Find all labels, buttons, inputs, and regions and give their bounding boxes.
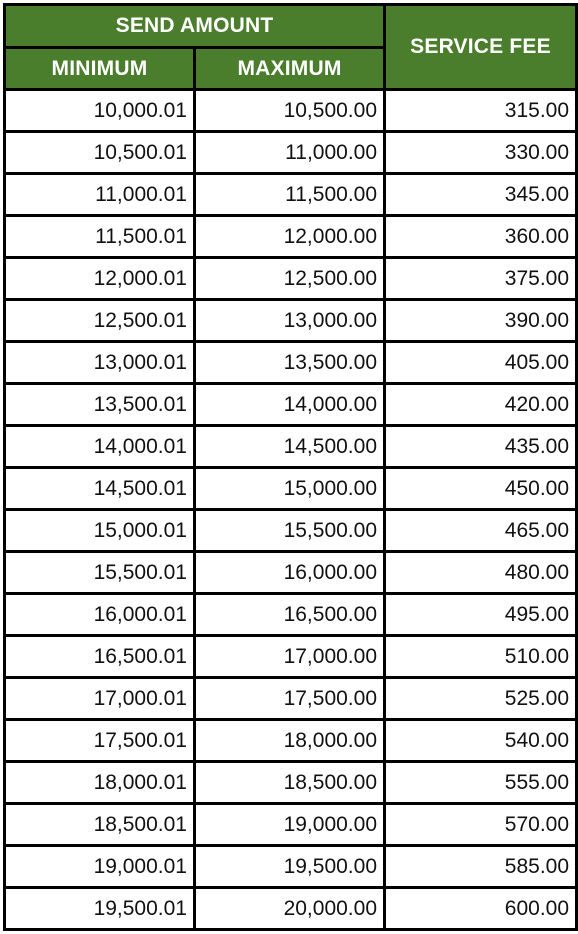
header-row-top xyxy=(5,5,577,48)
table-row xyxy=(5,384,577,426)
table-row xyxy=(5,720,577,762)
maximum-cell: 16,000.00 xyxy=(195,552,385,594)
minimum-cell: 14,000.01 xyxy=(5,426,195,468)
service-fee-cell: 510.00 xyxy=(385,636,577,678)
service-fee-cell: 585.00 xyxy=(385,846,577,888)
service-fee-cell: 555.00 xyxy=(385,762,577,804)
table-row xyxy=(5,174,577,216)
minimum-cell: 11,000.01 xyxy=(5,174,195,216)
maximum-cell: 18,500.00 xyxy=(195,762,385,804)
maximum-header: MAXIMUM xyxy=(195,48,385,90)
table-row xyxy=(5,426,577,468)
minimum-cell: 13,000.01 xyxy=(5,342,195,384)
service-fee-cell: 330.00 xyxy=(385,132,577,174)
table-row xyxy=(5,678,577,720)
minimum-cell: 15,500.01 xyxy=(5,552,195,594)
minimum-cell: 15,000.01 xyxy=(5,510,195,552)
table-header xyxy=(5,5,577,90)
table-row xyxy=(5,90,577,132)
maximum-cell: 12,500.00 xyxy=(195,258,385,300)
service-fee-cell: 420.00 xyxy=(385,384,577,426)
maximum-cell: 19,500.00 xyxy=(195,846,385,888)
table-row xyxy=(5,468,577,510)
minimum-cell: 17,500.01 xyxy=(5,720,195,762)
table-row xyxy=(5,804,577,846)
service-fee-table xyxy=(3,3,578,931)
table-row xyxy=(5,258,577,300)
minimum-cell: 16,000.01 xyxy=(5,594,195,636)
minimum-cell: 13,500.01 xyxy=(5,384,195,426)
minimum-cell: 18,000.01 xyxy=(5,762,195,804)
service-fee-cell: 540.00 xyxy=(385,720,577,762)
table-body xyxy=(5,90,577,930)
maximum-cell: 14,500.00 xyxy=(195,426,385,468)
maximum-cell: 20,000.00 xyxy=(195,888,385,930)
minimum-cell: 12,500.01 xyxy=(5,300,195,342)
maximum-cell: 16,500.00 xyxy=(195,594,385,636)
service-fee-cell: 525.00 xyxy=(385,678,577,720)
table-row xyxy=(5,846,577,888)
table-row xyxy=(5,594,577,636)
minimum-cell: 10,000.01 xyxy=(5,90,195,132)
service-fee-cell: 375.00 xyxy=(385,258,577,300)
maximum-cell: 17,000.00 xyxy=(195,636,385,678)
maximum-cell: 13,500.00 xyxy=(195,342,385,384)
service-fee-cell: 495.00 xyxy=(385,594,577,636)
service-fee-header: SERVICE FEE xyxy=(385,5,577,90)
maximum-cell: 19,000.00 xyxy=(195,804,385,846)
minimum-cell: 19,000.01 xyxy=(5,846,195,888)
table-row xyxy=(5,342,577,384)
minimum-cell: 14,500.01 xyxy=(5,468,195,510)
service-fee-cell: 480.00 xyxy=(385,552,577,594)
service-fee-cell: 345.00 xyxy=(385,174,577,216)
send-amount-header: SEND AMOUNT xyxy=(5,5,385,48)
table-row xyxy=(5,300,577,342)
maximum-cell: 11,500.00 xyxy=(195,174,385,216)
service-fee-cell: 600.00 xyxy=(385,888,577,930)
service-fee-cell: 390.00 xyxy=(385,300,577,342)
maximum-cell: 15,500.00 xyxy=(195,510,385,552)
service-fee-cell: 465.00 xyxy=(385,510,577,552)
minimum-header: MINIMUM xyxy=(5,48,195,90)
minimum-cell: 18,500.01 xyxy=(5,804,195,846)
service-fee-cell: 570.00 xyxy=(385,804,577,846)
minimum-cell: 16,500.01 xyxy=(5,636,195,678)
minimum-cell: 12,000.01 xyxy=(5,258,195,300)
minimum-cell: 11,500.01 xyxy=(5,216,195,258)
maximum-cell: 17,500.00 xyxy=(195,678,385,720)
service-fee-cell: 315.00 xyxy=(385,90,577,132)
service-fee-cell: 405.00 xyxy=(385,342,577,384)
table-row xyxy=(5,132,577,174)
service-fee-cell: 360.00 xyxy=(385,216,577,258)
maximum-cell: 13,000.00 xyxy=(195,300,385,342)
maximum-cell: 18,000.00 xyxy=(195,720,385,762)
minimum-cell: 10,500.01 xyxy=(5,132,195,174)
maximum-cell: 11,000.00 xyxy=(195,132,385,174)
table-row xyxy=(5,762,577,804)
minimum-cell: 19,500.01 xyxy=(5,888,195,930)
maximum-cell: 14,000.00 xyxy=(195,384,385,426)
maximum-cell: 12,000.00 xyxy=(195,216,385,258)
table-row xyxy=(5,888,577,930)
maximum-cell: 15,000.00 xyxy=(195,468,385,510)
service-fee-cell: 435.00 xyxy=(385,426,577,468)
minimum-cell: 17,000.01 xyxy=(5,678,195,720)
table-row xyxy=(5,510,577,552)
service-fee-cell: 450.00 xyxy=(385,468,577,510)
table-row xyxy=(5,636,577,678)
table-row xyxy=(5,552,577,594)
maximum-cell: 10,500.00 xyxy=(195,90,385,132)
table-row xyxy=(5,216,577,258)
